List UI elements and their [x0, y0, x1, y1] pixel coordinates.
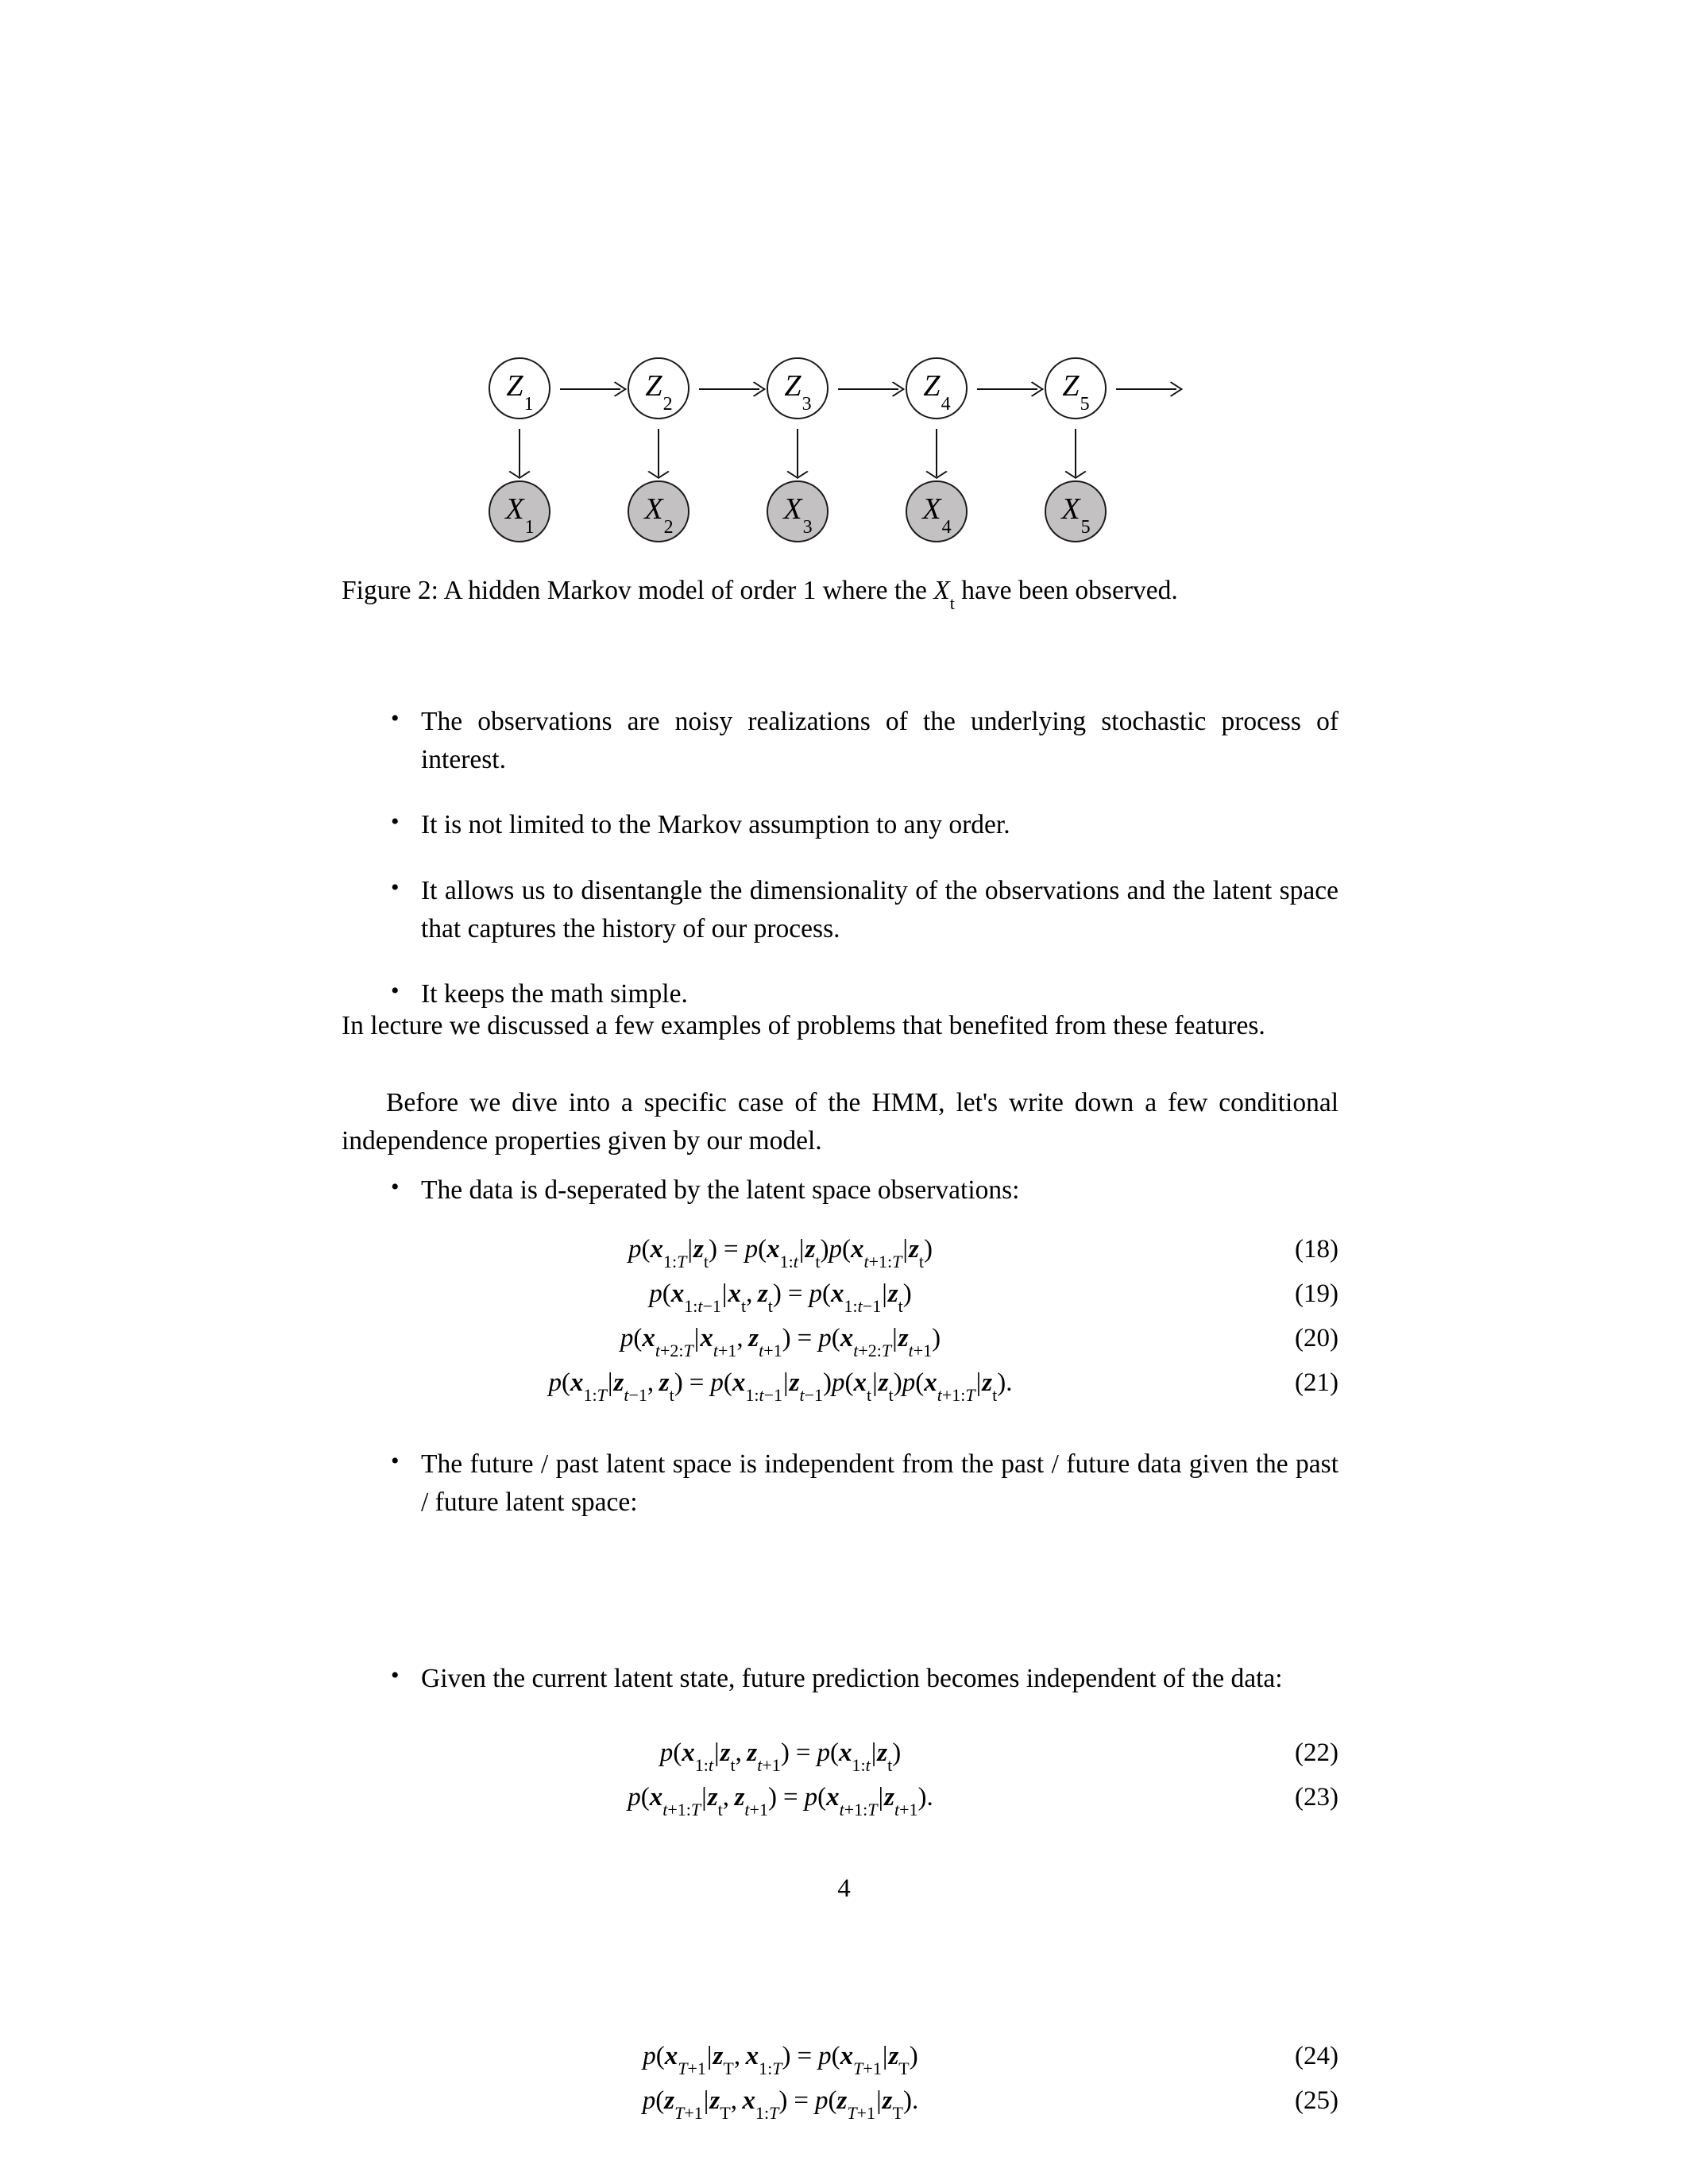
emission-arrow-z1-x1 — [519, 429, 520, 477]
feature-bullet-2: It is not limited to the Markov assumption to any order. — [421, 810, 1010, 840]
observed-node-x5 — [1045, 480, 1107, 542]
observed-node-x3-label: X — [783, 492, 802, 527]
transition-arrow-z2-z3 — [699, 388, 759, 390]
equation-row-23 — [342, 1775, 1338, 1819]
observed-node-x4 — [906, 480, 968, 542]
list-item — [342, 703, 1338, 779]
observed-node-x5-sub: 5 — [1080, 516, 1091, 538]
equation-row-21 — [342, 1360, 1338, 1405]
latent-node-z2-sub: 2 — [662, 393, 673, 415]
property-3-lead: Given the current latent state, future prediction becomes independent of the data: — [421, 1664, 1283, 1693]
latent-node-z5-sub: 5 — [1080, 393, 1090, 415]
equation-20-body: $p(x_{t+2:T}|x_{t+1}$, $z_{t+1}) = p(x_{t+2:T}|z_{t+1})$ — [620, 1324, 941, 1360]
latent-node-z5-label: Z — [1062, 369, 1080, 403]
observed-node-x4-label: X — [922, 492, 941, 527]
equation-block-24-25 — [342, 2034, 1338, 2123]
equation-row-25 — [342, 2078, 1338, 2123]
list-item — [342, 1171, 1338, 1210]
features-bullet-list — [342, 703, 1338, 1013]
equation-23-body: $p(x_{t+1:T}|z_t$, $z_{t+1}) = p(x_{t+1:T}|z_{t+1})$. — [628, 1783, 933, 1819]
latent-node-z1-label: Z — [506, 369, 523, 403]
latent-node-z1-sub: 1 — [523, 393, 534, 415]
equation-row-22 — [342, 1731, 1338, 1775]
observed-node-x1 — [489, 480, 550, 542]
paragraph-1-text: In lecture we discussed a few examples of problems that benefited from these features. — [342, 1011, 1265, 1040]
observed-node-x5-label: X — [1061, 492, 1080, 527]
figure-caption — [342, 572, 1338, 612]
observed-node-x4-sub: 4 — [941, 516, 952, 538]
feature-bullet-3: It allows us to disentangle the dimensionality of the observations and the latent space that captures the history of our process. — [421, 875, 1338, 943]
equation-20-number: (20) — [1295, 1324, 1338, 1352]
latent-node-z3-sub: 3 — [802, 393, 812, 415]
equation-21-number: (21) — [1295, 1368, 1338, 1397]
emission-arrow-z5-x5 — [1075, 429, 1076, 477]
equation-block-18-21 — [342, 1227, 1338, 1405]
equation-25-body: $p(z_{T+1}|z_T$, $x_{1:T}) = p(z_{T+1}|z_T)$. — [642, 2086, 919, 2123]
list-item — [342, 1445, 1338, 1522]
latent-node-z3-label: Z — [784, 369, 802, 403]
latent-node-z1 — [489, 357, 550, 419]
list-item — [342, 1660, 1338, 1698]
transition-arrow-z1-z2 — [560, 388, 620, 390]
equation-row-24 — [342, 2034, 1338, 2078]
equation-19-number: (19) — [1295, 1279, 1338, 1308]
equation-24-number: (24) — [1295, 2042, 1338, 2070]
property-2-bullet — [342, 1445, 1338, 1522]
property-1-bullet — [342, 1171, 1338, 1210]
emission-arrow-z3-x3 — [797, 429, 798, 477]
observed-node-x3-sub: 3 — [802, 516, 813, 538]
property-2-lead: The future / past latent space is independent from the past / future data given the past / future latent space: — [421, 1449, 1338, 1518]
observed-node-x3 — [767, 480, 829, 542]
latent-node-z2-label: Z — [645, 369, 662, 403]
latent-node-z4-sub: 4 — [941, 393, 951, 415]
paragraph-lecture-examples — [342, 1007, 1338, 1045]
list-item — [342, 806, 1338, 844]
observed-node-x2-sub: 2 — [663, 516, 674, 538]
observed-node-x2 — [628, 480, 689, 542]
list-item — [342, 872, 1338, 948]
figure-caption-math: $X_t$ — [933, 576, 955, 613]
paragraph-2-text: Before we dive into a specific case of the HMM, let's write down a few conditional independence properties given by our model. — [342, 1088, 1338, 1156]
equation-row-18 — [342, 1227, 1338, 1271]
equation-19-body: $p(x_{1:t-1}|x_t$, $z_t) = p(x_{1:t-1}|z_t)$ — [649, 1279, 912, 1316]
equation-21-body: $p(x_{1:T}|z_{t-1}$, $z_t) = p(x_{1:t-1}|z_{t-1})p(x_t|z_t)p(x_{t+1:T}|z_t)$. — [548, 1368, 1013, 1405]
equation-18-body: $p(x_{1:T}|z_t) = p(x_{1:t}|z_t)p(x_{t+1:T}|z_t)$ — [628, 1235, 933, 1271]
property-3-bullet — [342, 1660, 1338, 1698]
equation-row-19 — [342, 1271, 1338, 1316]
observed-node-x1-sub: 1 — [524, 516, 535, 538]
equation-22-number: (22) — [1295, 1738, 1338, 1767]
latent-node-z4-label: Z — [923, 369, 941, 403]
page-number: 4 — [837, 1874, 851, 1903]
transition-arrow-z4-z5 — [977, 388, 1037, 390]
equation-23-number: (23) — [1295, 1783, 1338, 1812]
equation-row-20 — [342, 1316, 1338, 1360]
equation-25-number: (25) — [1295, 2086, 1338, 2115]
feature-bullet-1: The observations are noisy realizations of the underlying stochastic process of interest. — [421, 707, 1338, 775]
transition-arrow-z3-z4 — [838, 388, 898, 390]
latent-node-z2 — [628, 357, 689, 419]
equation-22-body: $p(x_{1:t}|z_t$, $z_{t+1}) = p(x_{1:t}|z_t)$ — [659, 1738, 902, 1775]
figure-caption-label: Figure 2: — [342, 576, 438, 605]
emission-arrow-z2-x2 — [658, 429, 659, 477]
equation-24-body: $p(x_{T+1}|z_T$, $x_{1:T}) = p(x_{T+1}|z_T)$ — [643, 2042, 918, 2078]
figure-caption-text-a: A hidden Markov model of order 1 where the — [443, 576, 927, 605]
equation-18-number: (18) — [1295, 1235, 1338, 1264]
equation-block-22-23 — [342, 1731, 1338, 1819]
observed-node-x1-label: X — [505, 492, 524, 527]
observed-node-x2-label: X — [644, 492, 663, 527]
figure-caption-text-b: have been observed. — [961, 576, 1178, 605]
latent-node-z5 — [1045, 357, 1107, 419]
paragraph-before-hmm — [342, 1084, 1338, 1160]
property-1-lead: The data is d-seperated by the latent space observations: — [421, 1175, 1020, 1205]
emission-arrow-z4-x4 — [936, 429, 937, 477]
latent-node-z4 — [906, 357, 968, 419]
latent-node-z3 — [767, 357, 829, 419]
feature-bullet-4: It keeps the math simple. — [421, 979, 688, 1009]
figure-hmm — [0, 318, 1688, 548]
transition-arrow-z5-next — [1116, 388, 1176, 390]
